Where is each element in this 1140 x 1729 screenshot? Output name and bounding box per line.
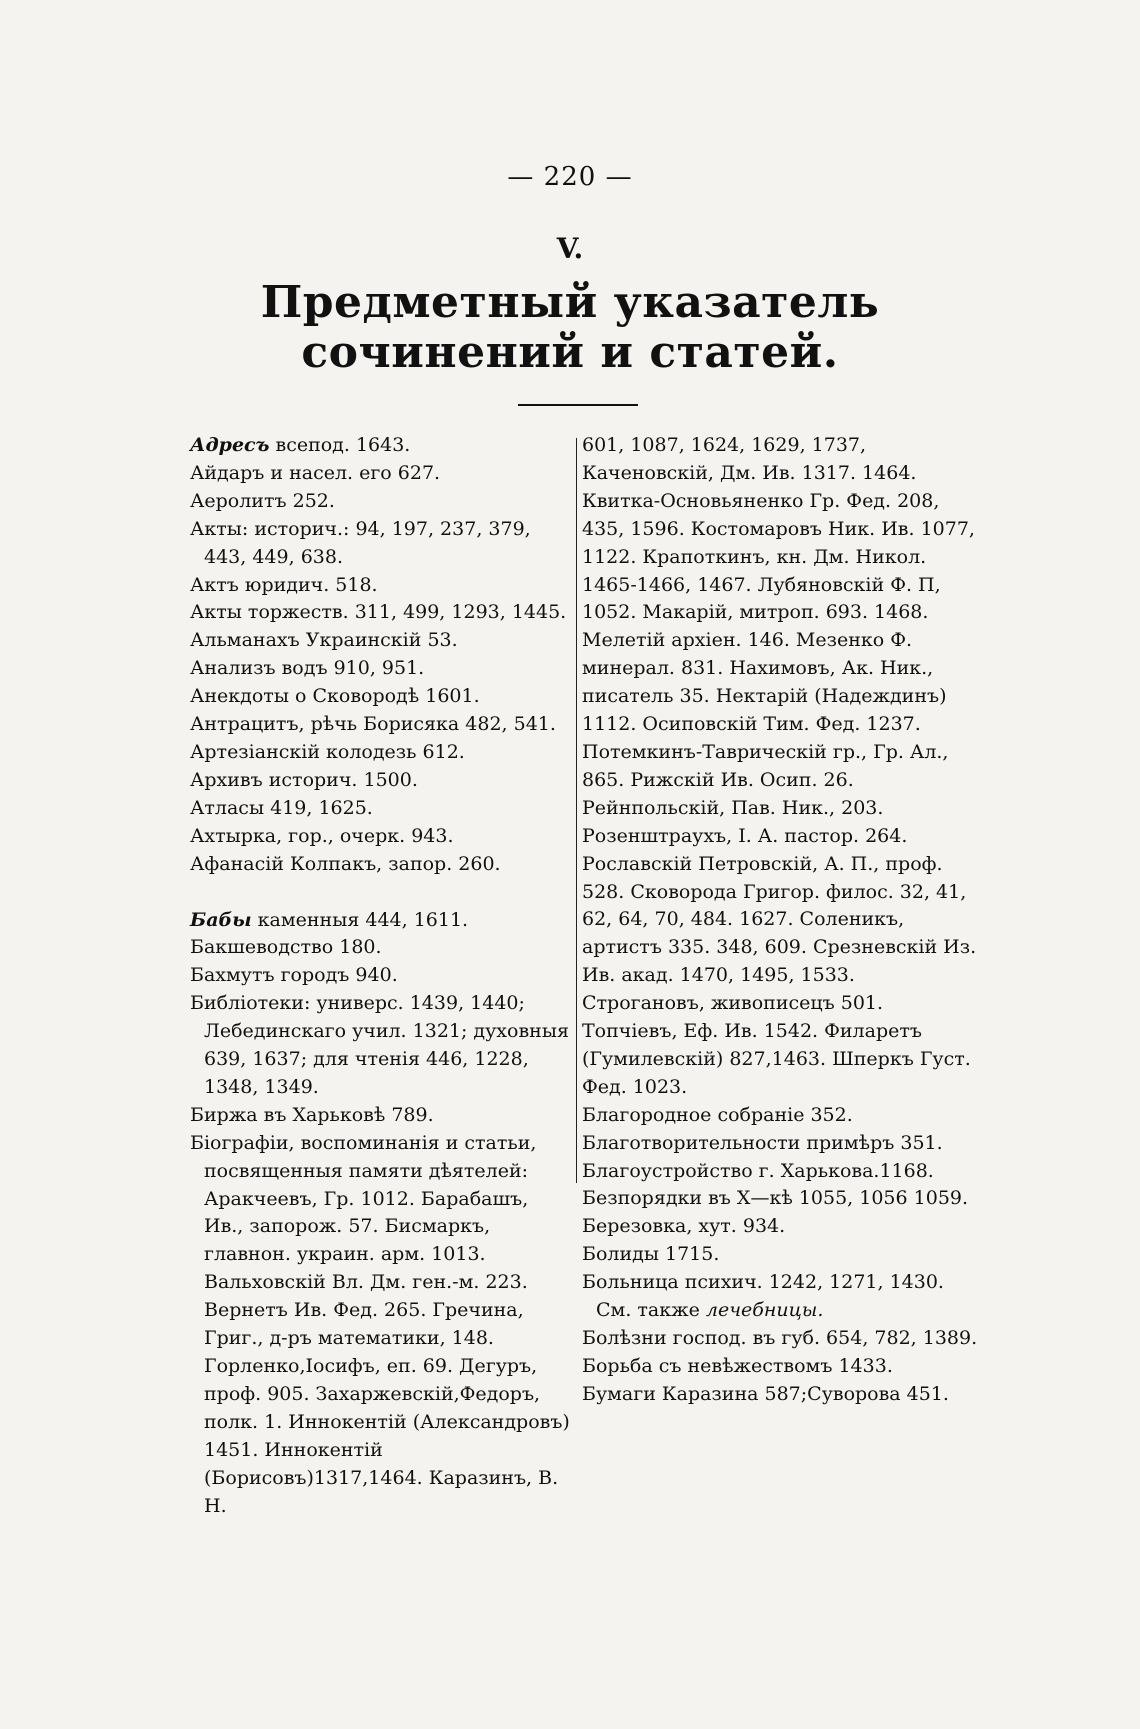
index-entry — [190, 739, 572, 767]
index-entry — [190, 767, 572, 795]
entry-lead-word: Адресъ — [190, 434, 270, 456]
index-column-right — [582, 432, 982, 1409]
page-title: Предметный указатель сочинений и статей. — [260, 277, 880, 378]
index-entry — [190, 627, 572, 655]
index-entry — [582, 1213, 982, 1241]
index-entry — [582, 1158, 982, 1186]
entry-text: Альманахъ Украинскій 53. — [190, 629, 458, 652]
index-entry — [190, 990, 572, 1102]
index-entry — [190, 1102, 572, 1130]
index-entry — [582, 1185, 982, 1213]
entry-see-also: лечебницы. — [705, 1299, 824, 1322]
column-divider — [576, 438, 577, 1183]
index-entry — [190, 907, 572, 935]
entry-text: Антрацитъ, рѣчь Борисяка 482, 541. — [190, 713, 556, 736]
index-entry — [582, 1325, 982, 1353]
entry-text: Афанасій Колпакъ, запор. 260. — [190, 852, 501, 875]
entry-text: Благотворительности примѣръ 351. — [582, 1131, 943, 1154]
entry-text: Акты торжеств. 311, 499, 1293, 1445. — [190, 601, 567, 624]
entry-text: Анализъ водъ 910, 951. — [190, 657, 425, 680]
index-entry — [190, 572, 572, 600]
entry-text: Борьба съ невѣжествомъ 1433. — [582, 1354, 893, 1377]
entry-text: Анекдоты о Сковородѣ 1601. — [190, 685, 480, 708]
index-entry — [190, 711, 572, 739]
entry-text: Больница психич. 1242, 1271, 1430. См. также — [582, 1271, 944, 1322]
entry-text: всепод. 1643. — [269, 434, 411, 456]
index-entry — [190, 962, 572, 990]
entry-text: Архивъ историч. 1500. — [190, 768, 418, 791]
section-gap — [190, 879, 572, 907]
index-entry — [582, 1353, 982, 1381]
entry-lead-word: Бабы — [190, 908, 252, 931]
entry-text: Благородное собраніе 352. — [582, 1103, 853, 1126]
index-entry — [190, 795, 572, 823]
entry-text: Атласы 419, 1625. — [190, 796, 373, 819]
entry-text: Бакшеводство 180. — [190, 936, 382, 959]
entry-text: Ахтырка, гор., очерк. 943. — [190, 824, 454, 847]
page-number: — 220 — — [507, 162, 633, 192]
entry-text: 601, 1087, 1624, 1629, 1737, Каченовскій, Дм. Ив. 1317. 1464. Квитка-Основьяненко Гр. Фед. 208, 435, 1596. Костомаровъ Ник. Ив. 1077, 1122. Крапоткинъ, кн. Дм. Никол. 1465-1466, 1467. Лубяновскій Ф. П, 1052. Макарій, митроп. 693. 1468. Мелетій архіен. 146. Мезенко Ф. минерал. 831. Нахимовъ, Ак. Ник., писатель 35. Нектарій (Надеждинъ) 1112. Осиповскій Тим. Фед. 1237. Потемкинъ-Таврическій гр., Гр. Ал., 865. Рижскій Ив. Осип. 26. Рейнпольскій, Пав. Ник., 203. Розенштраухъ, І. А. пастор. 264. Рославскій Петровскій, А. П., проф. 528. Сковорода Григор. филос. 32, 41, 62, 64, 70, 484. 1627. Соленикъ, артистъ 335. 348, 609. Срезневскій Из. Ив. акад. 1470, 1495, 1533. Строгановъ, живописецъ 501. Топчіевъ, Еф. Ив. 1542. Филаретъ (Гумилевскій) 827,1463. Шперкъ Густ. Фед. 1023. — [582, 434, 977, 1098]
entry-text: Березовка, хут. 934. — [582, 1215, 786, 1238]
index-column-left — [190, 432, 572, 1520]
index-entry — [582, 1241, 982, 1269]
entry-text: Айдаръ и насел. его 627. — [190, 461, 441, 484]
index-entry — [190, 851, 572, 879]
title-divider — [518, 404, 638, 406]
entry-text: Библіотеки: универс. 1439, 1440; Лебединскаго учил. 1321; духовныя 639, 1637; для чтенія 446, 1228, 1348, 1349. — [190, 992, 569, 1098]
index-entry — [190, 934, 572, 962]
entry-text: Болиды 1715. — [582, 1243, 720, 1266]
entry-text: Акты: историч.: 94, 197, 237, 379, 443, 449, 638. — [190, 517, 531, 568]
entry-text: Бахмутъ городъ 940. — [190, 964, 398, 987]
entry-text: Болѣзни господ. въ губ. 654, 782, 1389. — [582, 1327, 978, 1349]
entry-text: Бумаги Каразина 587;Суворова 451. — [582, 1382, 949, 1405]
index-entry — [582, 432, 982, 1102]
entry-text: Аеролитъ 252. — [190, 489, 335, 512]
index-entry — [190, 655, 572, 683]
index-entry — [582, 1130, 982, 1158]
index-entry — [190, 823, 572, 851]
entry-text: Благоустройство г. Харькова.1168. — [582, 1159, 934, 1182]
index-entry — [582, 1102, 982, 1130]
index-entry — [190, 599, 572, 627]
index-entry — [190, 488, 572, 516]
entry-text: Артезіанскій колодезь 612. — [190, 740, 465, 763]
index-entry — [190, 683, 572, 711]
index-entry — [190, 516, 572, 572]
index-entry — [582, 1381, 982, 1409]
entry-text: Биржа въ Харьковѣ 789. — [190, 1103, 434, 1126]
index-entry — [190, 1130, 572, 1521]
entry-text: Безпорядки въ Х—кѣ 1055, 1056 1059. — [582, 1187, 969, 1210]
index-entry — [582, 1269, 982, 1325]
index-entry — [190, 432, 572, 460]
ornament-mark: V. — [556, 232, 584, 265]
entry-text: Актъ юридич. 518. — [190, 573, 378, 596]
entry-text: каменныя 444, 1611. — [251, 908, 469, 931]
entry-text: Біографіи, воспоминанія и статьи, посвященныя памяти дѣятелей: Аракчеевъ, Гр. 1012. Барабашъ, Ив., запорож. 57. Бисмаркъ, главнон. украин. арм. 1013. Вальховскій Вл. Дм. ген.-м. 223. Вернетъ Ив. Фед. 265. Гречина, Григ., д-ръ математики, 148. Горленко,Іосифъ, еп. 69. Дегуръ, проф. 905. Захаржевскій,Федоръ, полк. 1. Иннокентій (Александровъ) 1451. Иннокентій (Борисовъ)1317,1464. Каразинъ, В. Н. — [190, 1131, 570, 1517]
index-entry — [190, 460, 572, 488]
